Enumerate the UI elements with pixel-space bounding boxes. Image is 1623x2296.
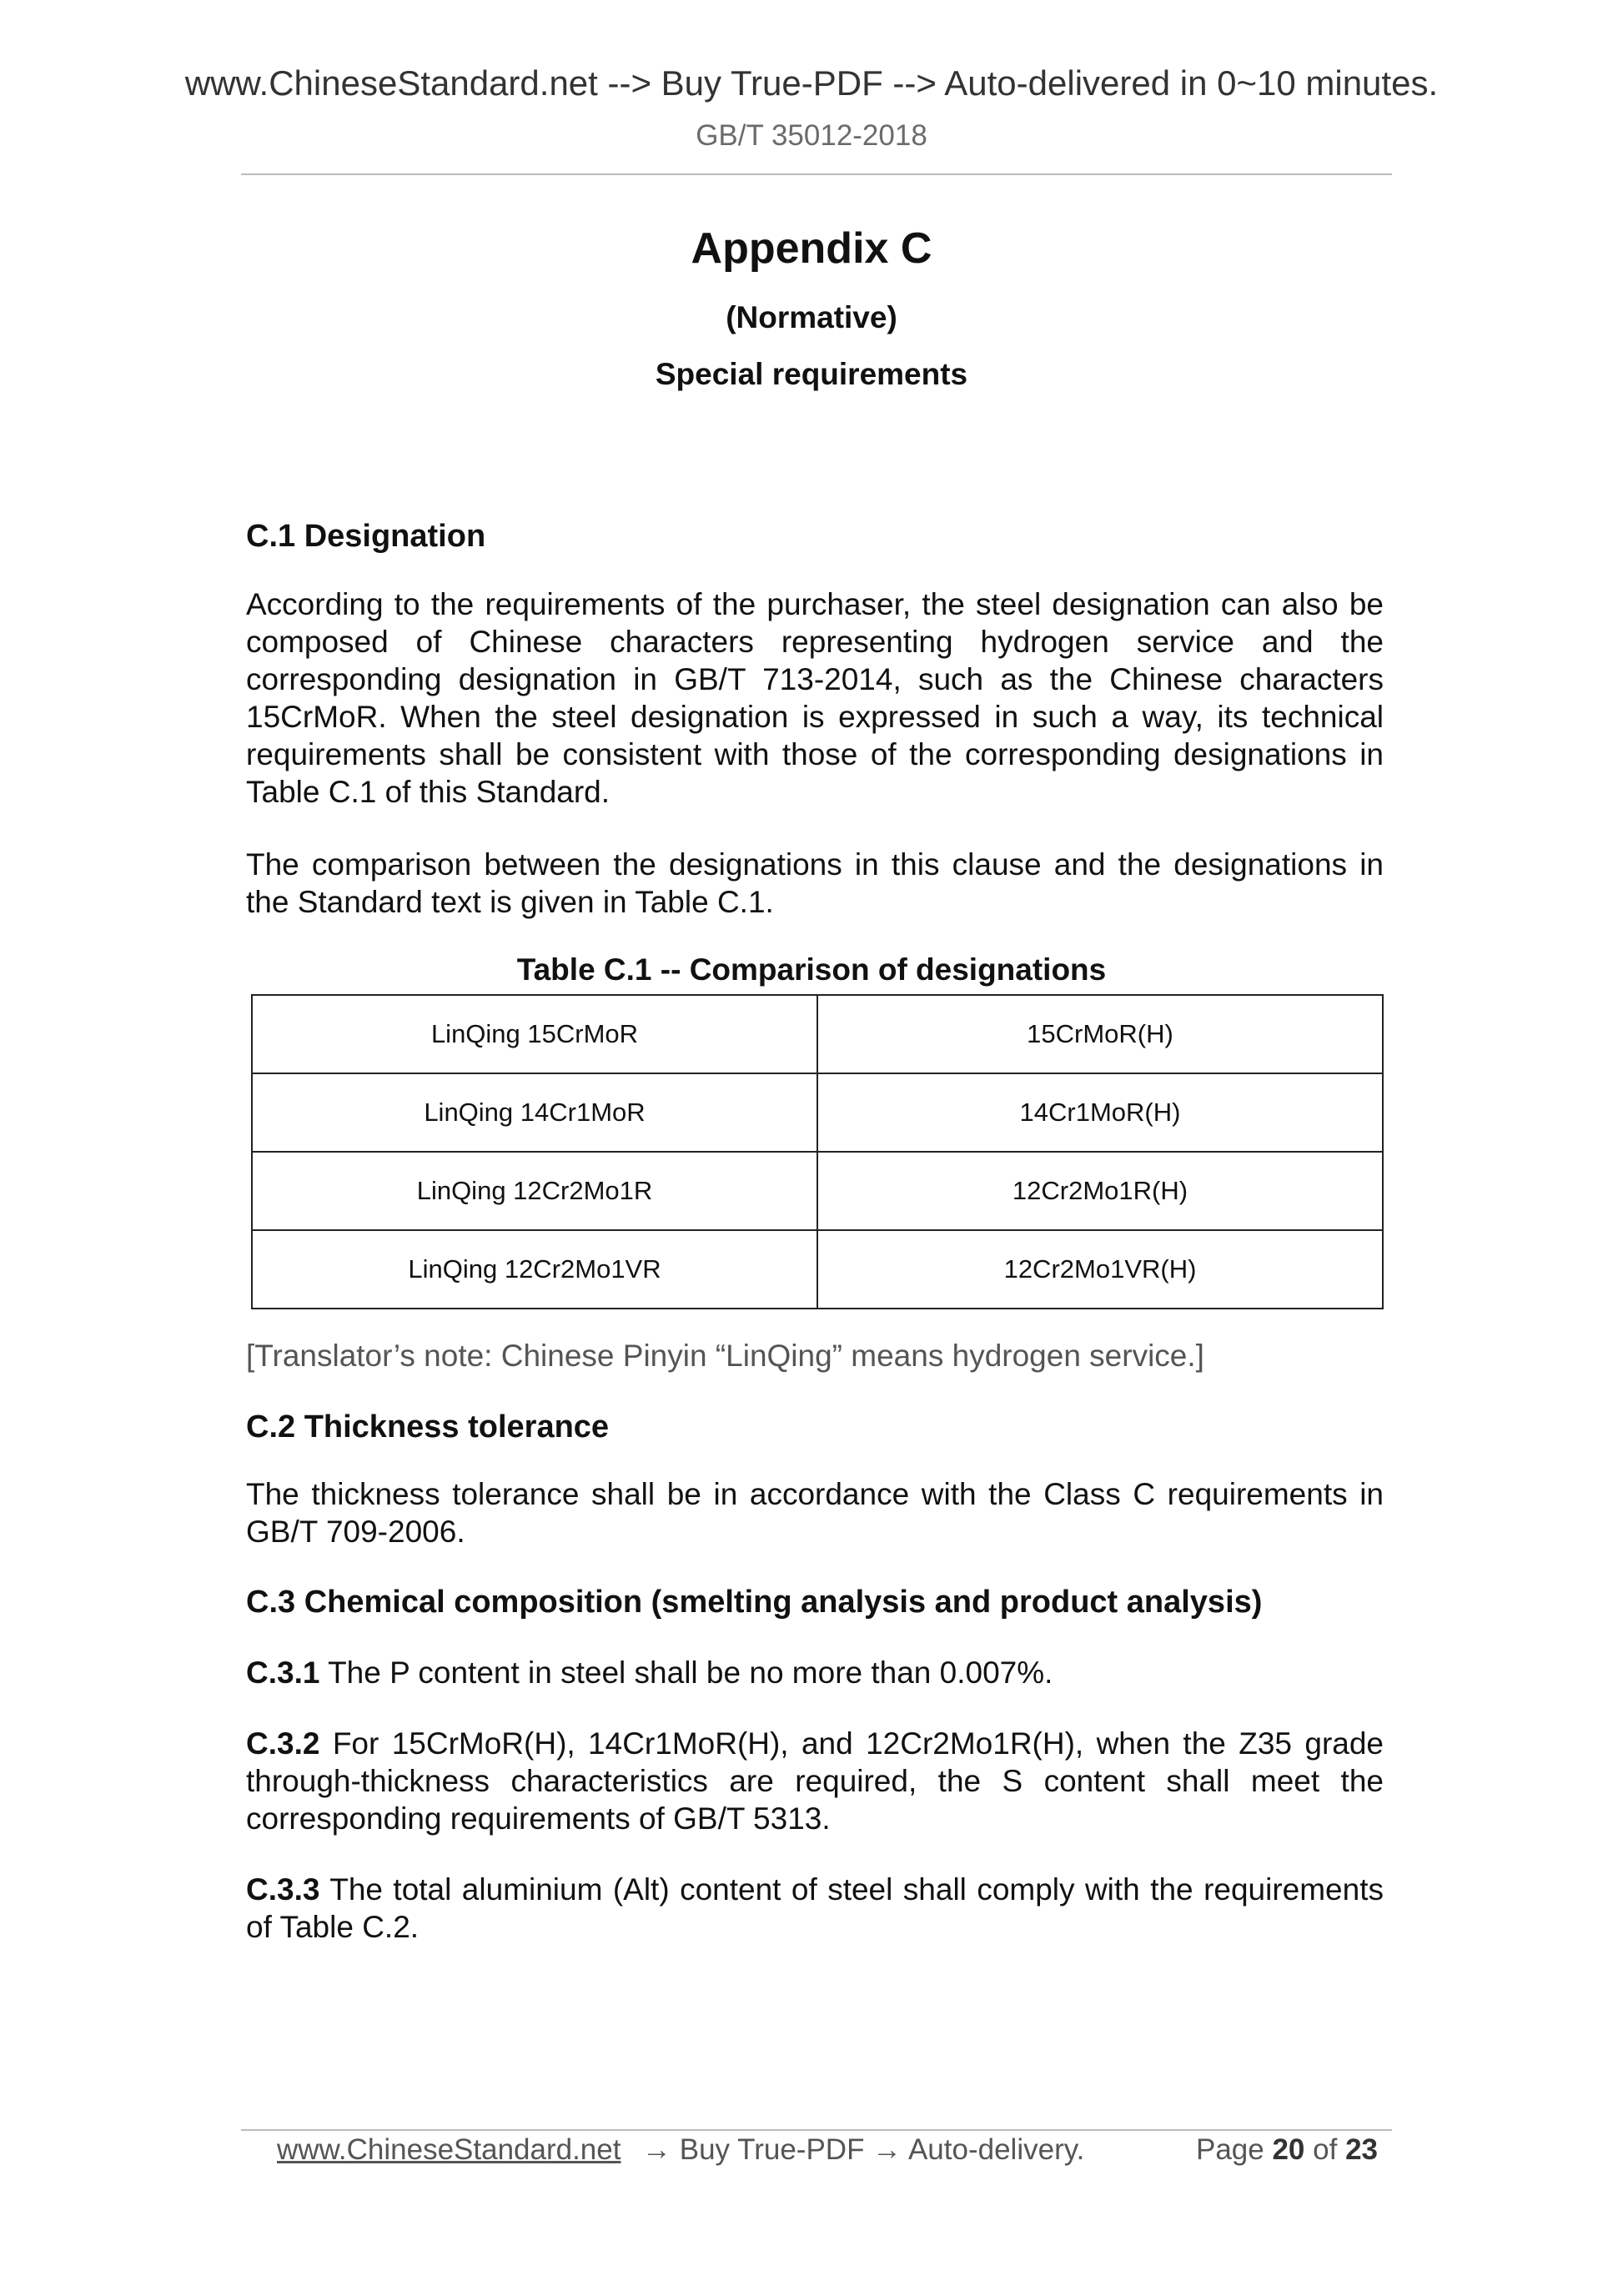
page-footer bbox=[277, 2133, 1378, 2175]
table-row bbox=[252, 1152, 1383, 1230]
appendix-subtitle: Special requirements bbox=[655, 357, 968, 391]
designation-table bbox=[251, 994, 1384, 1309]
translator-note: [Translator’s note: Chinese Pinyin “LinQing” means hydrogen service.] bbox=[246, 1339, 1204, 1373]
table-c1-title: Table C.1 -- Comparison of designations bbox=[516, 952, 1107, 987]
table-row bbox=[252, 1073, 1383, 1152]
header-banner: www.ChineseStandard.net --> Buy True-PDF --> Auto-delivered in 0~10 minutes. bbox=[184, 63, 1439, 103]
table-cell: 12Cr2Mo1R(H) bbox=[817, 1152, 1383, 1230]
clause-number: C.3.1 bbox=[246, 1655, 320, 1690]
appendix-title: Appendix C bbox=[691, 224, 932, 273]
page-indicator bbox=[1196, 2133, 1378, 2167]
clause-text: The P content in steel shall be no more than 0.007%. bbox=[328, 1655, 1053, 1690]
section-c3-heading: C.3 Chemical composition (smelting analysis and product analysis) bbox=[246, 1585, 1263, 1620]
clause-c3-2 bbox=[246, 1725, 1384, 1837]
clause-number: C.3.2 bbox=[246, 1726, 320, 1761]
section-c1-paragraph-1: According to the requirements of the purchaser, the steel designation can also be composed of Chinese characters representing hydrogen service and the corresponding designation in GB/T 713-2014, such as the Chinese characters 15CrMoR. When the steel designation is expressed in such a way, its technical requirements shall be consistent with those of the corresponding designations in Table C.1 of this Standard. bbox=[246, 587, 1384, 809]
section-c2-paragraph: The thickness tolerance shall be in accordance with the Class C requirements in GB/T 709-2006. bbox=[246, 1477, 1384, 1549]
table-cell: LinQing 12Cr2Mo1VR bbox=[252, 1230, 817, 1309]
of-label: of bbox=[1313, 2133, 1338, 2166]
section-c2-heading: C.2 Thickness tolerance bbox=[246, 1409, 610, 1444]
table-cell: LinQing 12Cr2Mo1R bbox=[252, 1152, 817, 1230]
footer-divider bbox=[241, 2129, 1392, 2131]
standard-number: GB/T 35012-2018 bbox=[696, 119, 927, 152]
table-cell: 14Cr1MoR(H) bbox=[817, 1073, 1383, 1152]
table-cell: 15CrMoR(H) bbox=[817, 995, 1383, 1073]
header-divider bbox=[241, 173, 1392, 175]
appendix-status: (Normative) bbox=[726, 300, 897, 334]
clause-c3-3 bbox=[246, 1871, 1384, 1946]
page-label: Page bbox=[1195, 2133, 1264, 2166]
page-total: 23 bbox=[1345, 2133, 1378, 2166]
table-cell: LinQing 15CrMoR bbox=[252, 995, 817, 1073]
table-cell: LinQing 14Cr1MoR bbox=[252, 1073, 817, 1152]
section-c1-heading: C.1 Designation bbox=[246, 519, 486, 554]
clause-text: The total aluminium (Alt) content of steel shall comply with the requirements of Table C.2. bbox=[246, 1872, 1384, 1944]
table-cell: 12Cr2Mo1VR(H) bbox=[817, 1230, 1383, 1309]
page-number: 20 bbox=[1272, 2133, 1305, 2166]
clause-c3-1 bbox=[246, 1654, 1384, 1691]
table-row bbox=[252, 995, 1383, 1073]
section-c1-paragraph-2: The comparison between the designations in this clause and the designations in the Standard text is given in Table C.1. bbox=[246, 847, 1384, 919]
clause-text: For 15CrMoR(H), 14Cr1MoR(H), and 12Cr2Mo1R(H), when the Z35 grade through-thickness characteristics are required, the S content shall meet the corresponding requirements of GB/T 5313. bbox=[246, 1726, 1384, 1836]
footer-tagline: → Buy True-PDF → Auto-delivery. bbox=[642, 2133, 1085, 2166]
footer-website-link[interactable]: www.ChineseStandard.net bbox=[277, 2133, 621, 2166]
clause-number: C.3.3 bbox=[246, 1872, 320, 1907]
table-row bbox=[252, 1230, 1383, 1309]
